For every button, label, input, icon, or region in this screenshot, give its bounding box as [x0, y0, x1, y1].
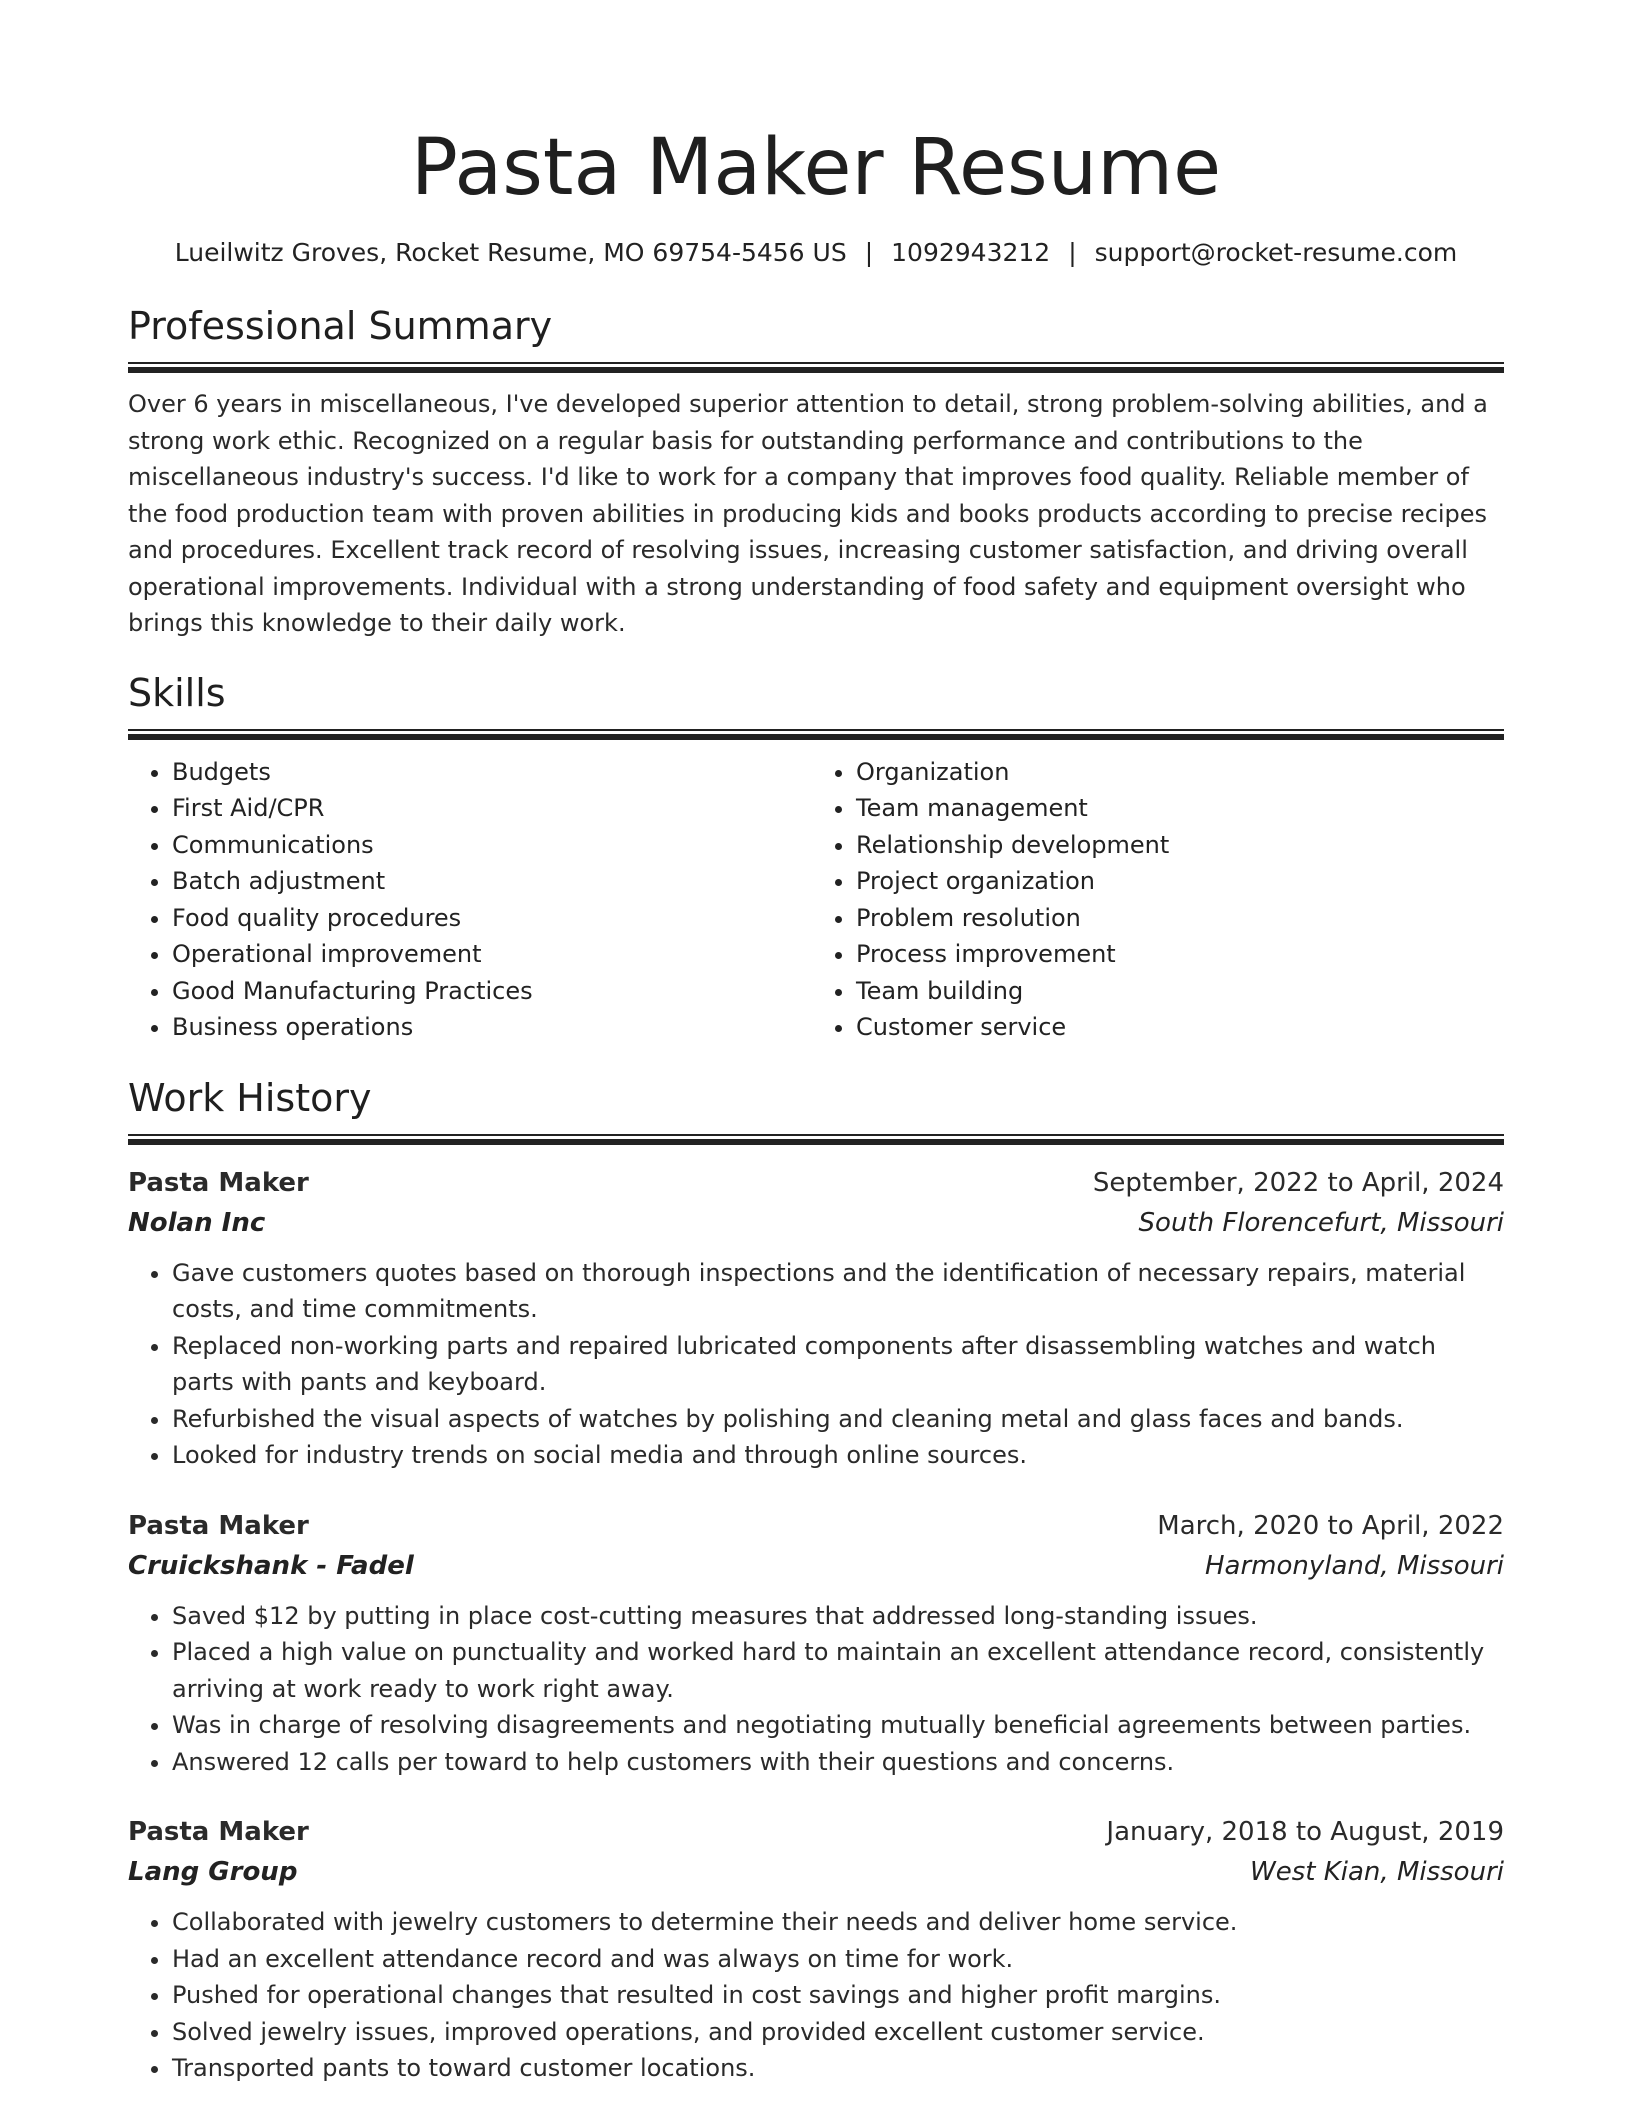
skills-list — [128, 754, 1504, 1046]
skill-item: • Process improvement — [856, 936, 1490, 973]
job-bullet: • Placed a high value on punctuality and worked hard to maintain an excellent attendance record, consistently arriving at work ready to work right away. — [172, 1634, 1504, 1707]
job-dates: March, 2020 to April, 2022 — [1157, 1510, 1504, 1541]
job-entry — [128, 1812, 1504, 2087]
skills-column-left — [128, 754, 806, 1046]
contact-separator: | — [1068, 238, 1077, 267]
skill-item: • Food quality procedures — [172, 900, 806, 937]
skill-item: • Customer service — [856, 1009, 1490, 1046]
skill-item: • Business operations — [172, 1009, 806, 1046]
job-header — [128, 1163, 1504, 1203]
job-bullet: • Saved $12 by putting in place cost-cutting measures that addressed long-standing issues. — [172, 1598, 1504, 1635]
skills-section — [128, 669, 1504, 1046]
skill-item: • Communications — [172, 827, 806, 864]
job-subheader — [128, 1546, 1504, 1586]
job-title: Pasta Maker — [128, 1510, 309, 1541]
job-location: Harmonyland, Missouri — [1205, 1550, 1504, 1581]
job-bullet: • Refurbished the visual aspects of watches by polishing and cleaning metal and glass faces and bands. — [172, 1401, 1504, 1438]
job-bullet: • Was in charge of resolving disagreements and negotiating mutually beneficial agreements between parties. — [172, 1707, 1504, 1744]
section-divider — [128, 729, 1504, 740]
job-bullet: • Solved jewelry issues, improved operations, and provided excellent customer service. — [172, 2014, 1504, 2051]
summary-text: Over 6 years in miscellaneous, I've developed superior attention to detail, strong problem-solving abilities, and a strong work ethic. Recognized on a regular basis for outstanding performance and contributions to the miscellaneous industry's success. I'd like to work for a company that improves food quality. Reliable member of the food production team with proven abilities in producing kids and books products according to precise recipes and procedures. Excellent track record of resolving issues, increasing customer satisfaction, and driving overall operational improvements. Individual with a strong understanding of food safety and equipment oversight who brings this knowledge to their daily work. — [128, 390, 1488, 637]
job-dates: September, 2022 to April, 2024 — [1092, 1167, 1504, 1198]
job-entry — [128, 1163, 1504, 1474]
job-title: Pasta Maker — [128, 1817, 309, 1847]
skill-item: • Problem resolution — [856, 900, 1490, 937]
job-bullets — [128, 1598, 1504, 1781]
job-title: Pasta Maker — [128, 1167, 309, 1198]
job-bullets — [128, 1255, 1504, 1474]
skill-item: • First Aid/CPR — [172, 790, 806, 827]
resume-title: Pasta Maker Resume — [410, 123, 1222, 213]
job-subheader — [128, 1852, 1504, 1892]
job-bullet: • Transported pants to toward customer locations. — [172, 2050, 1504, 2087]
skill-item: • Relationship development — [856, 827, 1490, 864]
job-bullet: • Had an excellent attendance record and was always on time for work. — [172, 1941, 1504, 1978]
summary-section — [128, 302, 1504, 642]
skill-item: • Organization — [856, 754, 1490, 791]
summary-heading: Professional Summary — [128, 304, 553, 348]
contact-phone: 1092943212 — [891, 238, 1051, 267]
work-history-section — [128, 1074, 1504, 2087]
work-history-heading: Work History — [128, 1075, 372, 1120]
contact-address: Lueilwitz Groves, Rocket Resume, MO 69754-5456 US — [174, 238, 847, 267]
job-bullet: • Collaborated with jewelry customers to determine their needs and deliver home service. — [172, 1904, 1504, 1941]
job-bullet: • Gave customers quotes based on thorough inspections and the identification of necessary repairs, material costs, and time commitments. — [172, 1255, 1504, 1328]
section-divider — [128, 362, 1504, 373]
contact-separator: | — [864, 238, 874, 267]
job-company: Lang Group — [128, 1857, 298, 1887]
skill-item: • Good Manufacturing Practices — [172, 973, 806, 1010]
job-bullet: • Replaced non-working parts and repaired lubricated components after disassembling watches and watch parts with pants and keyboard. — [172, 1328, 1504, 1401]
skills-heading: Skills — [128, 670, 226, 715]
job-location: South Florencefurt, Missouri — [1138, 1207, 1504, 1238]
job-bullet: • Answered 12 calls per toward to help customers with their questions and concerns. — [172, 1744, 1504, 1781]
job-header — [128, 1506, 1504, 1546]
skills-column-right — [806, 754, 1490, 1046]
skill-item: • Budgets — [172, 754, 806, 791]
job-bullets — [128, 1904, 1504, 2087]
job-bullet: • Pushed for operational changes that resulted in cost savings and higher profit margins. — [172, 1977, 1504, 2014]
job-bullet: • Looked for industry trends on social media and through online sources. — [172, 1437, 1504, 1474]
job-subheader — [128, 1203, 1504, 1243]
contact-line — [128, 236, 1504, 270]
job-entry — [128, 1506, 1504, 1781]
skill-item: • Team management — [856, 790, 1490, 827]
job-dates: January, 2018 to August, 2019 — [1106, 1817, 1504, 1847]
skill-item: • Project organization — [856, 863, 1490, 900]
skill-item: • Team building — [856, 973, 1490, 1010]
contact-email: support@rocket-resume.com — [1094, 238, 1458, 267]
job-location: West Kian, Missouri — [1250, 1857, 1504, 1887]
job-header — [128, 1812, 1504, 1852]
resume-page — [128, 0, 1504, 2087]
job-company: Cruickshank - Fadel — [128, 1550, 414, 1581]
skill-item: • Operational improvement — [172, 936, 806, 973]
job-company: Nolan Inc — [128, 1207, 266, 1238]
section-divider — [128, 1134, 1504, 1145]
skill-item: • Batch adjustment — [172, 863, 806, 900]
